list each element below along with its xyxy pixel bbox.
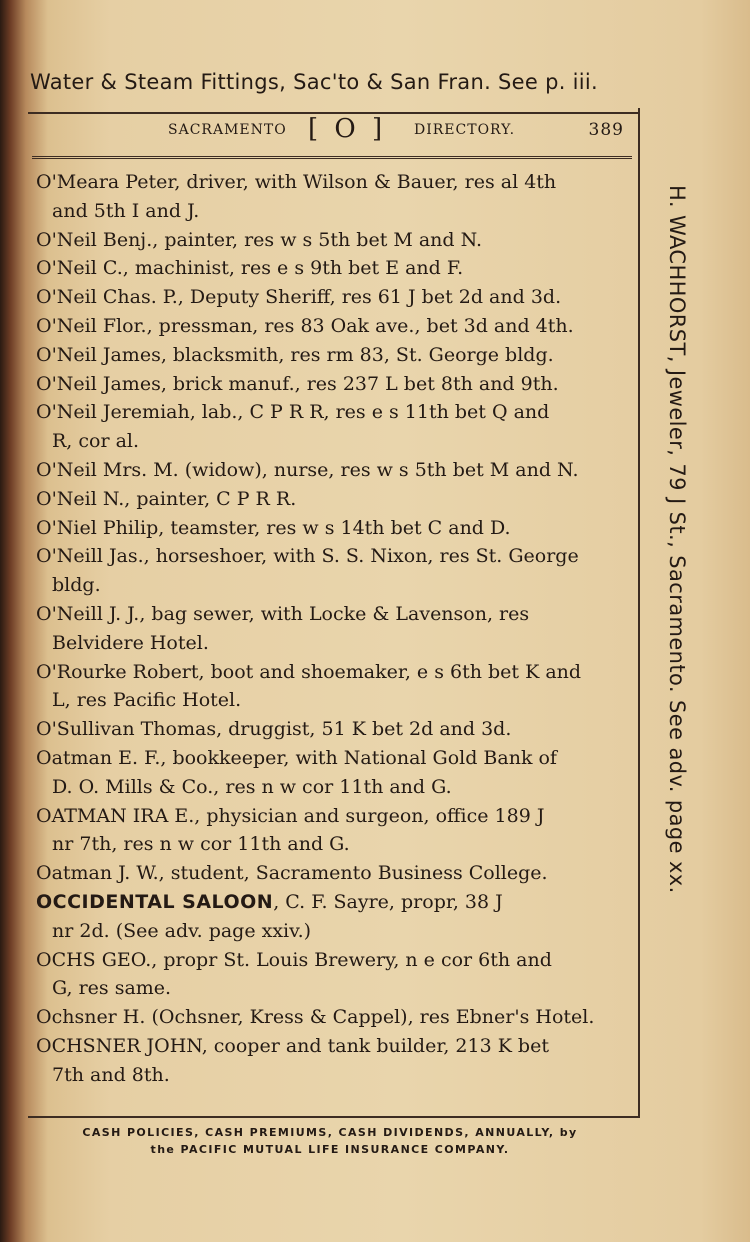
header-directory: DIRECTORY.: [414, 122, 516, 138]
side-advertisement: H. WACHHORST, Jeweler, 79 J St., Sacramento. See adv. page xx.: [665, 185, 689, 894]
entry-line: O'Neil James, brick manuf., res 237 L bet 8th and 9th.: [36, 372, 559, 395]
entry-line: OATMAN IRA E., physician and surgeon, office 189 J: [36, 804, 545, 827]
directory-entry: [36, 398, 626, 456]
entry-continuation: and 5th I and J.: [52, 199, 200, 222]
directory-entry: [36, 946, 626, 1004]
entry-line: OCHS GEO., propr St. Louis Brewery, n e cor 6th and: [36, 948, 552, 971]
featured-business-name: OCCIDENTAL SALOON: [36, 890, 274, 913]
entry-line: O'Neil Mrs. M. (widow), nurse, res w s 5th bet M and N.: [36, 458, 579, 481]
entry-continuation: nr 7th, res n w cor 11th and G.: [52, 833, 350, 856]
entry-line: O'Neil Flor., pressman, res 83 Oak ave., bet 3d and 4th.: [36, 314, 574, 337]
entry-line: O'Neil Jeremiah, lab., C P R R, res e s 11th bet Q and: [36, 401, 550, 424]
directory-entry: [36, 1003, 626, 1032]
directory-entry: [36, 254, 626, 283]
directory-entry: [36, 1032, 626, 1090]
directory-entry: [36, 715, 626, 744]
entry-continuation: G, res same.: [52, 977, 172, 1000]
directory-entry: [36, 542, 626, 600]
entry-line: O'Neill Jas., horseshoer, with S. S. Nixon, res St. George: [36, 545, 579, 568]
directory-entry: [36, 859, 626, 888]
entry-line: OCHSNER JOHN, cooper and tank builder, 213 K bet: [36, 1034, 549, 1057]
directory-entry: [36, 456, 626, 485]
entry-continuation: R, cor al.: [52, 430, 140, 453]
directory-entry: [36, 370, 626, 399]
bottom-rule: [28, 1116, 638, 1118]
entry-continuation: Belvidere Hotel.: [52, 631, 209, 654]
directory-entry: [36, 744, 626, 802]
directory-entry: [36, 283, 626, 312]
directory-entry: [36, 600, 626, 658]
directory-entry: [36, 802, 626, 860]
entry-continuation: L, res Pacific Hotel.: [52, 689, 242, 712]
header-city: SACRAMENTO: [168, 122, 287, 138]
entry-line: O'Neil N., painter, C P R R.: [36, 487, 297, 510]
entry-line: O'Niel Philip, teamster, res w s 14th bet C and D.: [36, 516, 511, 539]
entry-line: O'Rourke Robert, boot and shoemaker, e s 6th bet K and: [36, 660, 582, 683]
directory-entry-featured: [36, 888, 626, 946]
top-advertisement: Water & Steam Fittings, Sac'to & San Fran. See p. iii.: [30, 70, 599, 94]
running-header: [40, 116, 630, 152]
entry-line: O'Meara Peter, driver, with Wilson & Bauer, res al 4th: [36, 171, 557, 193]
directory-entry: [36, 658, 626, 716]
entry-line: Ochsner H. (Ochsner, Kress & Cappel), res Ebner's Hotel.: [36, 1006, 595, 1029]
directory-entry: [36, 226, 626, 255]
entry-line: O'Neil James, blacksmith, res rm 83, St. George bldg.: [36, 343, 554, 366]
entry-details: , C. F. Sayre, propr, 38 J: [273, 890, 503, 913]
entry-line: O'Sullivan Thomas, druggist, 51 K bet 2d and 3d.: [36, 718, 512, 741]
footer-advertisement: [30, 1124, 630, 1158]
footer-line-1: CASH POLICIES, CASH PREMIUMS, CASH DIVIDENDS, ANNUALLY, by: [82, 1126, 578, 1139]
entry-line: Oatman J. W., student, Sacramento Business College.: [36, 862, 548, 885]
entry-line: Oatman E. F., bookkeeper, with National Gold Bank of: [36, 746, 557, 769]
directory-entry: [36, 514, 626, 543]
entry-continuation: bldg.: [52, 574, 101, 597]
entry-line: O'Neil C., machinist, res e s 9th bet E and F.: [36, 257, 464, 280]
header-rule: [32, 156, 632, 159]
entry-continuation: 7th and 8th.: [52, 1063, 170, 1086]
directory-entry: [36, 168, 626, 226]
entry-line: O'Neil Benj., painter, res w s 5th bet M and N.: [36, 228, 483, 251]
directory-entry: [36, 312, 626, 341]
entry-continuation: D. O. Mills & Co., res n w cor 11th and G.: [52, 775, 452, 798]
directory-entry: [36, 485, 626, 514]
page-number: 389: [588, 120, 624, 140]
entry-line: O'Neil Chas. P., Deputy Sheriff, res 61 J bet 2d and 3d.: [36, 286, 562, 309]
footer-line-2: the PACIFIC MUTUAL LIFE INSURANCE COMPANY.: [150, 1143, 510, 1156]
header-letter: [ O ]: [308, 114, 387, 144]
entry-line: [36, 888, 626, 917]
entry-line: O'Neill J. J., bag sewer, with Locke & Lavenson, res: [36, 602, 530, 625]
entry-continuation: nr 2d. (See adv. page xxiv.): [52, 919, 312, 942]
directory-entries: [36, 168, 626, 1090]
directory-entry: [36, 341, 626, 370]
